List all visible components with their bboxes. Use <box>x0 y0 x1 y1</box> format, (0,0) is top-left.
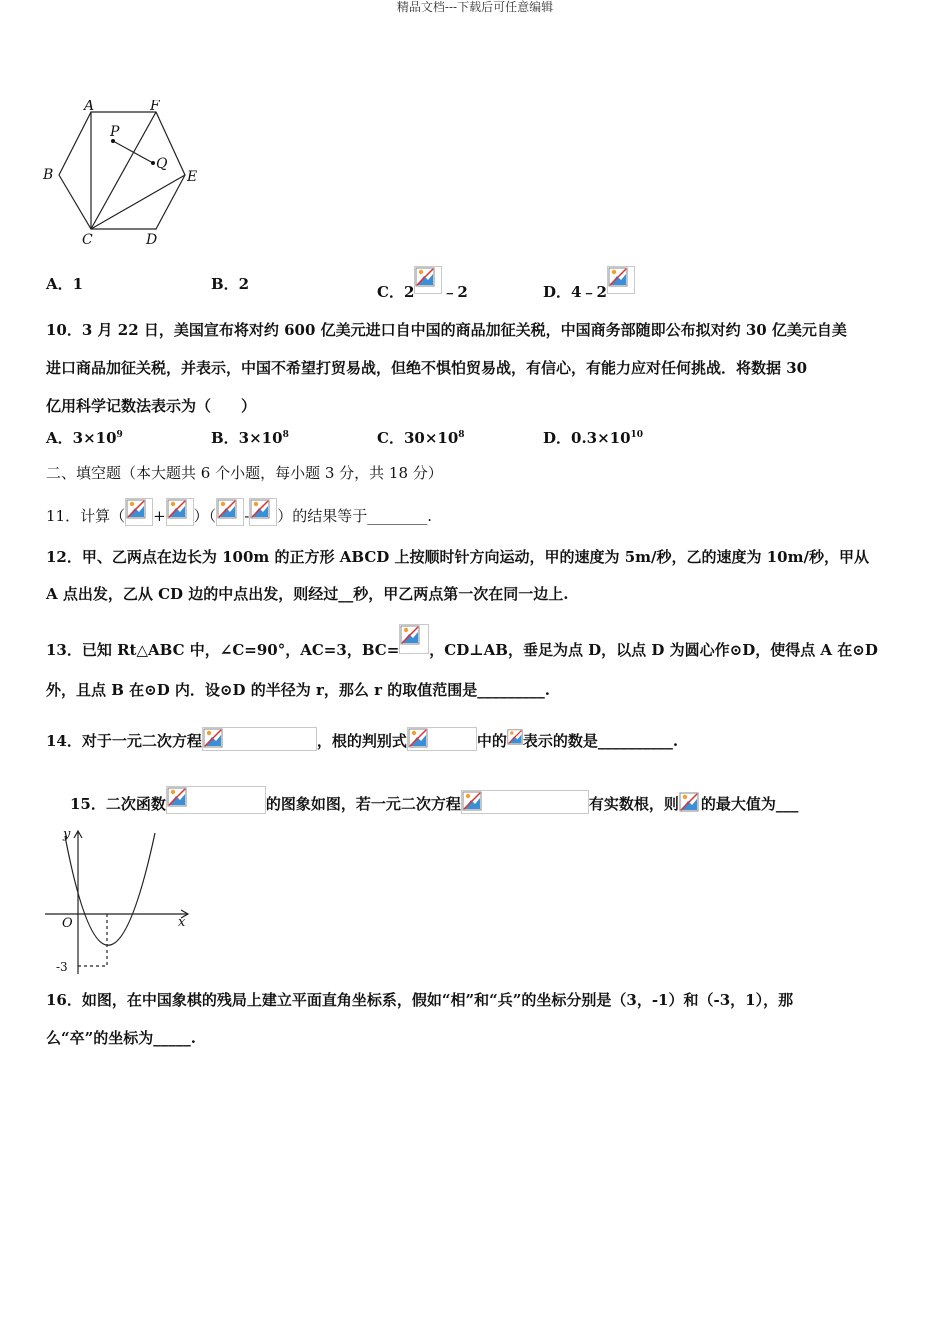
q10-line-1: 10．3 月 22 日，美国宣布将对约 600 亿美元进口自中国的商品加征关税，中国商务部随即公布拟对约 30 亿美元自美 <box>46 321 847 339</box>
q10-line-3: 亿用科学记数法表示为（ ） <box>46 397 257 415</box>
q10-option-b: B．$3\times 10^8$ <box>211 429 289 447</box>
q13-line-1: 13．已知 Rt△ABC 中，∠C=90°，AC=3，BC= ，CD⊥AB，垂足为点 D，以点 D 为圆心作⊙D，使得点 A 在⊙D <box>46 630 878 660</box>
q10-option-c: C．$30\times 10^8$ <box>377 429 465 447</box>
parabola-figure <box>40 826 200 976</box>
image-placeholder-icon <box>461 790 589 814</box>
q16-line-1: 16．如图，在中国象棋的残局上建立平面直角坐标系，假如“相”和“兵”的坐标分别是（3，-1）和（-3，1），那 <box>46 991 794 1009</box>
label-e: E <box>187 169 198 185</box>
image-placeholder-icon <box>249 498 277 526</box>
image-placeholder-icon <box>399 624 429 654</box>
label-d: D <box>146 232 158 248</box>
q14-line: 14．对于一元二次方程 ，根的判别式 中的 表示的数是__________. <box>46 727 678 751</box>
label-c: C <box>82 232 93 248</box>
y-axis-label: y <box>63 827 71 842</box>
hexagon-figure <box>40 100 210 250</box>
origin-label: O <box>62 916 73 931</box>
segment-pq <box>113 141 153 163</box>
point-q <box>151 161 155 165</box>
q10-line-2: 进口商品加征关税，并表示，中国不希望打贸易战，但绝不惧怕贸易战，有信心，有能力应对任何挑战．将数据 30 <box>46 359 808 377</box>
q9-option-c <box>377 274 468 302</box>
q13-line-2: 外，且点 B 在⊙D 内．设⊙D 的半径为 r，那么 r 的取值范围是_________. <box>46 681 550 699</box>
q9-option-d <box>543 274 635 302</box>
q15-line: 15．二次函数 的图象如图，若一元二次方程 有实数根，则 的最大值为___ <box>70 786 798 814</box>
q9-option-b: B．2 <box>211 275 250 293</box>
q12-line-1: 12．甲、乙两点在边长为 100m 的正方形 ABCD 上按顺时针方向运动，甲的速度为 5m/秒，乙的速度为 10m/秒，甲从 <box>46 548 869 566</box>
q11-line: 11．计算（ + ）（ - ）的结果等于________. <box>46 498 432 526</box>
q16-line-2: 么“卒”的坐标为_____. <box>46 1029 196 1047</box>
q9-option-c-prefix: C．2 <box>377 283 415 301</box>
q9-option-c-suffix: ﹣2 <box>442 283 468 301</box>
label-b: B <box>43 167 54 183</box>
q9-option-d-prefix: D．4﹣2 <box>543 283 607 301</box>
label-q: Q <box>156 156 168 172</box>
q9-option-a: A．1 <box>46 275 84 293</box>
image-placeholder-icon <box>166 498 194 526</box>
image-placeholder-icon <box>202 727 317 751</box>
image-placeholder-icon <box>607 266 635 294</box>
image-placeholder-icon <box>407 727 477 751</box>
section-2-title: 二、填空题（本大题共 6 个小题，每小题 3 分，共 18 分） <box>46 464 443 482</box>
image-placeholder-icon <box>507 729 523 751</box>
label-p: P <box>110 124 120 140</box>
q12-line-2: A 点出发，乙从 CD 边的中点出发，则经过__秒，甲乙两点第一次在同一边上. <box>46 585 569 603</box>
image-placeholder-icon <box>166 786 266 814</box>
image-placeholder-icon <box>216 498 244 526</box>
page-header: 精品文档---下载后可任意编辑 <box>396 0 554 14</box>
q10-option-a: A．$3\times 10^9$ <box>46 429 123 447</box>
q10-option-d: D．$0.3\times 10^{10}$ <box>543 429 644 447</box>
x-axis-label: x <box>178 915 186 930</box>
label-a: A <box>84 100 95 114</box>
min-value-label: -3 <box>56 960 68 974</box>
label-f: F <box>150 100 160 114</box>
image-placeholder-icon <box>125 498 153 526</box>
image-placeholder-icon <box>679 792 701 814</box>
segment-cf <box>91 112 156 229</box>
image-placeholder-icon <box>414 266 442 294</box>
